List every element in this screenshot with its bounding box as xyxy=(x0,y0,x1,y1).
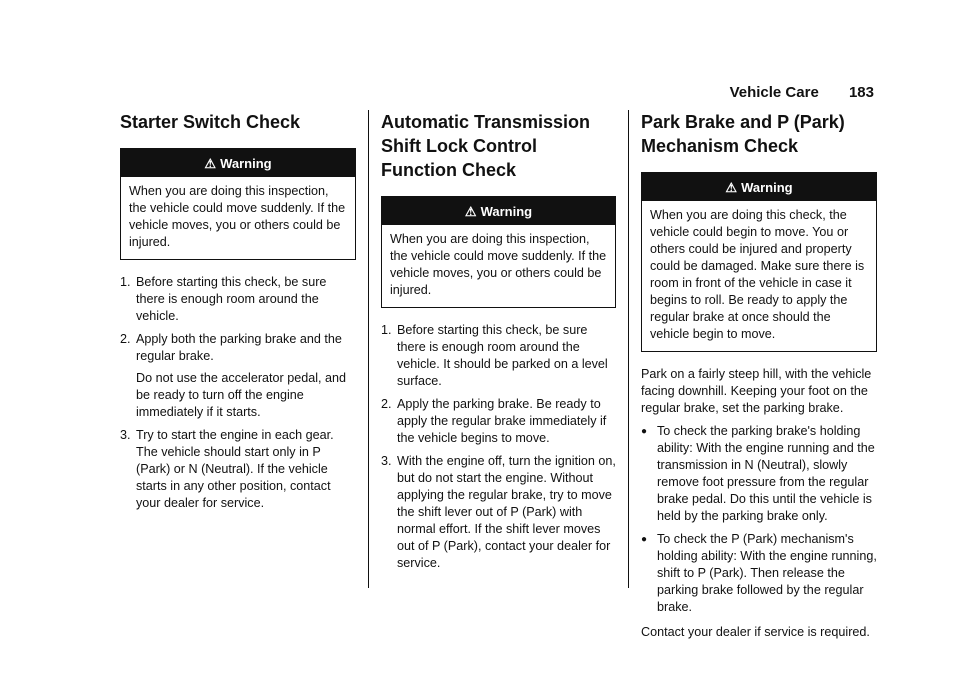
closing-paragraph: Contact your dealer if service is required. xyxy=(641,625,870,639)
warning-icon: ⚠ xyxy=(464,204,477,219)
warning-label: Warning xyxy=(480,204,533,219)
warning-header xyxy=(642,173,876,201)
section-heading: Starter Switch Check xyxy=(120,112,301,132)
bullet-icon: ● xyxy=(641,534,648,545)
list-item: 3. Try to start the engine in each gear. The vehicle should start only in P (Park) or N (Neutral). If the vehicle starts in any other position, contact your dealer for service. xyxy=(120,428,334,510)
page-number: 183 xyxy=(848,84,874,101)
column-shift-lock xyxy=(381,110,616,578)
section-heading: Park Brake and P (Park) Mechanism Check xyxy=(641,112,845,156)
section-heading: Automatic Transmission Shift Lock Control Function Check xyxy=(381,112,591,180)
warning-label: Warning xyxy=(741,180,793,195)
list-item: 2. Apply the parking brake. Be ready to apply the regular brake immediately if the vehicle begins to move. xyxy=(381,397,607,445)
warning-text: When you are doing this check, the vehicle could begin to move. You or others could be injured and property could be damaged. Make sure there is room in front of the vehicle in case it begins to roll. Be ready to apply the regular brake at once should the vehicle begin to move. xyxy=(650,208,865,341)
list-item: 3. With the engine off, turn the ignition on, but do not start the engine. Without applying the regular brake, try to move the shift lever out of P (Park) with normal effort. If the shift lever moves out of P (Park), contact your dealer for service. xyxy=(381,454,616,570)
steps-list xyxy=(381,322,616,572)
bullet-icon: ● xyxy=(641,426,648,437)
warning-header xyxy=(382,197,615,225)
column-park-brake xyxy=(641,110,877,647)
warning-text: When you are doing this inspection, the vehicle could move suddenly. If the vehicle moves, you or others could be injured. xyxy=(390,232,607,297)
list-item: 1. Before starting this check, be sure there is enough room around the vehicle. xyxy=(120,275,327,323)
warning-box xyxy=(381,196,616,308)
column-divider xyxy=(368,110,369,588)
steps-list xyxy=(120,274,356,512)
warning-icon: ⚠ xyxy=(204,156,217,171)
list-item: ● To check the P (Park) mechanism's holding ability: With the engine running, shift to P (Park). Then release the parking brake followed by the regular brake. xyxy=(641,532,877,614)
warning-text: When you are doing this inspection, the vehicle could move suddenly. If the vehicle moves, you or others could be injured. xyxy=(129,184,346,249)
list-item: ● To check the parking brake's holding ability: With the engine running and the transmission in N (Neutral), slowly remove foot pressure from the regular brake pedal. Do this until the vehicle is held by the parking brake only. xyxy=(641,424,875,523)
column-divider xyxy=(628,110,629,588)
warning-icon: ⚠ xyxy=(725,180,738,195)
warning-box xyxy=(120,148,356,260)
page-header xyxy=(730,84,874,101)
warning-box xyxy=(641,172,877,352)
warning-label: Warning xyxy=(220,156,272,171)
section-title: Vehicle Care xyxy=(729,84,819,101)
intro-paragraph: Park on a fairly steep hill, with the vehicle facing downhill. Keeping your foot on the regular brake, set the parking brake. xyxy=(641,367,872,415)
list-item: 2. Apply both the parking brake and the regular brake. Do not use the accelerator pedal, and be ready to turn off the engine immediately if it starts. xyxy=(120,332,347,419)
bullet-list xyxy=(641,423,877,616)
list-item: 1. Before starting this check, be sure there is enough room around the vehicle. It should be parked on a level surface. xyxy=(381,323,608,388)
column-starter-switch xyxy=(120,110,356,518)
warning-header xyxy=(121,149,355,177)
